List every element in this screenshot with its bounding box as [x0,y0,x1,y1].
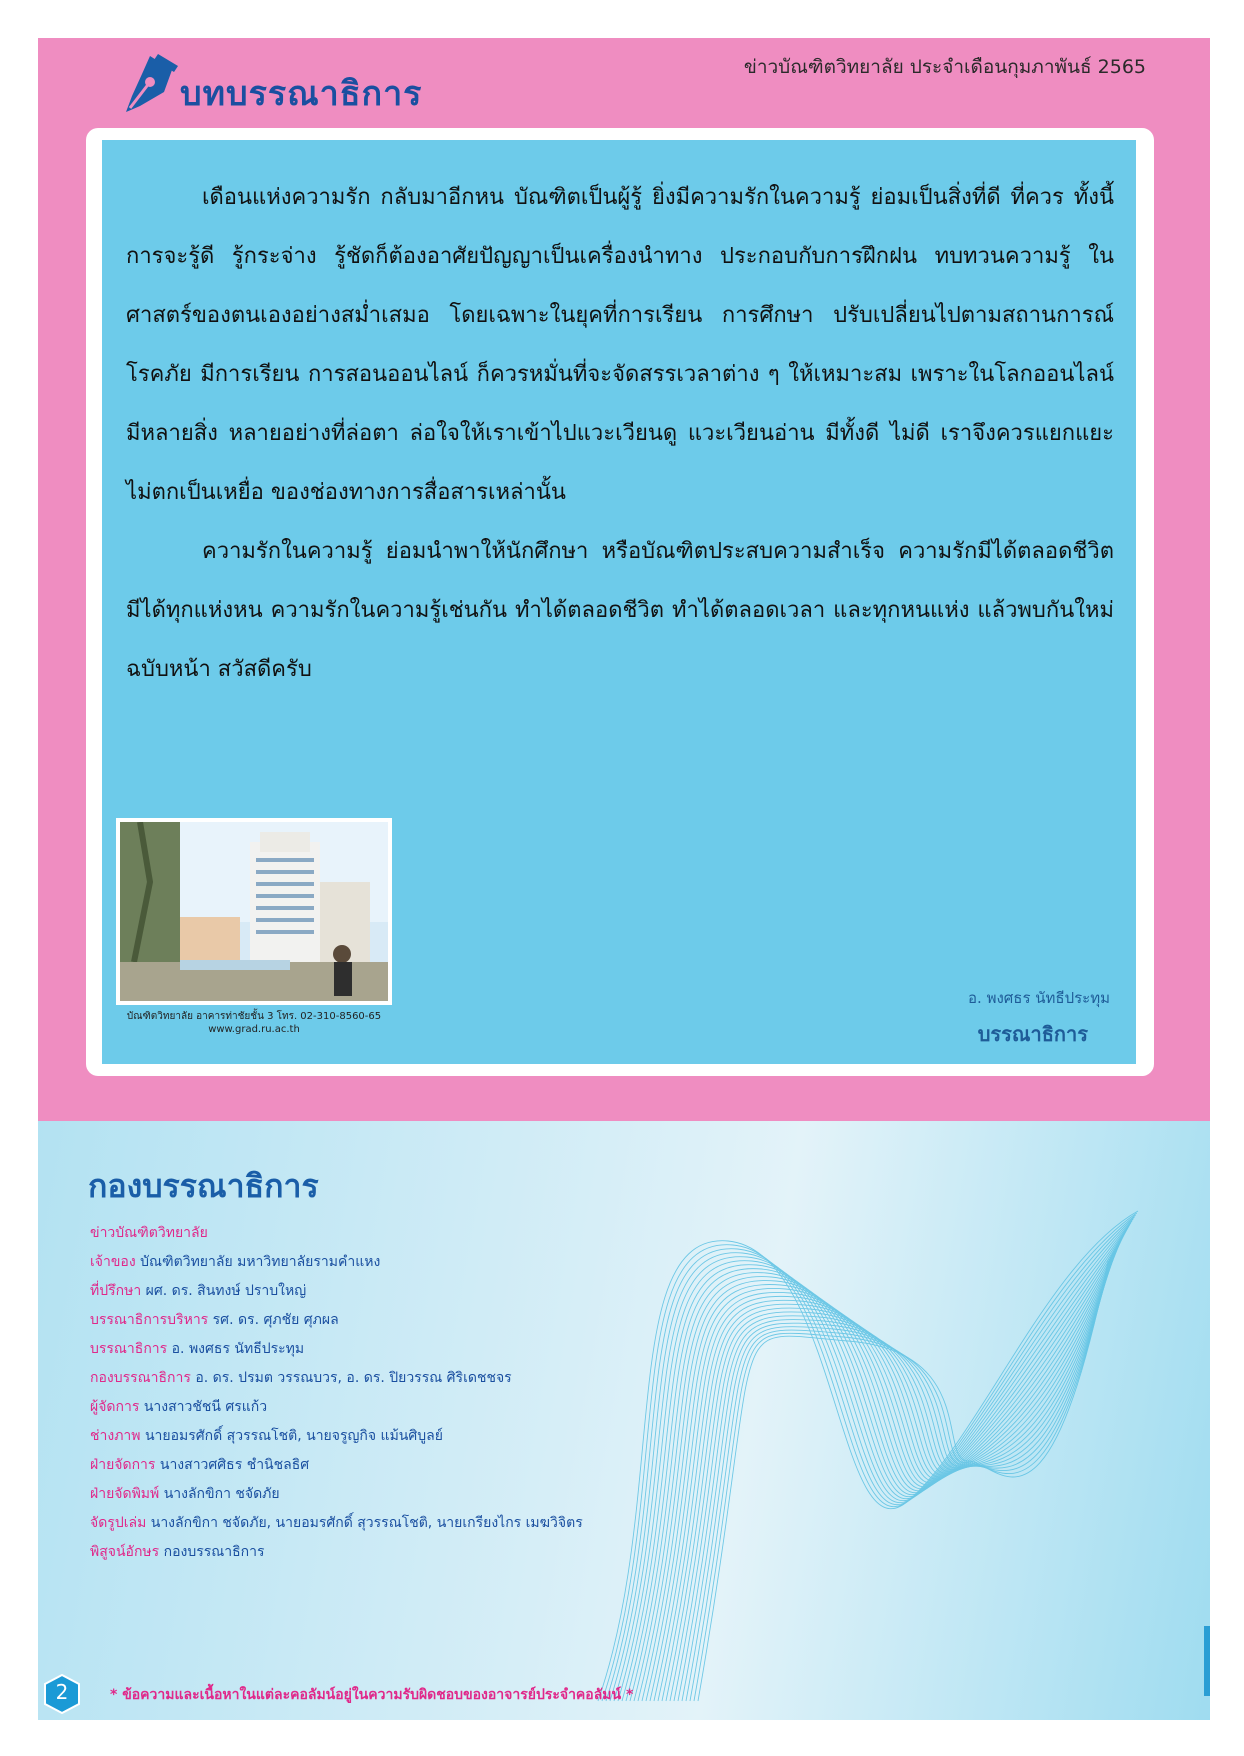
header-section [38,38,1210,1121]
credit-key: พิสูจน์อักษร [90,1544,160,1560]
section-title: บทบรรณาธิการ [180,74,423,114]
credits-list [90,1219,583,1567]
credit-row [90,1364,583,1393]
credit-key: บรรณาธิการบริหาร [90,1312,209,1328]
page-number-badge [42,1674,82,1714]
credit-value: กองบรรณาธิการ [163,1544,265,1560]
editorial-board-section [38,1121,1210,1720]
credit-key: จัดรูปเล่ม [90,1515,147,1531]
credit-value: นางสาวชัชนี ศรแก้ว [143,1399,268,1415]
photo-caption-url: www.grad.ru.ac.th [208,1024,300,1035]
page [38,38,1210,1720]
editorial-frame [86,128,1154,1076]
credit-value: นายอมรศักดิ์ สุวรรณโชติ, นายจรูญกิจ แม้นศิบูลย์ [144,1428,443,1444]
credit-key: ฝ่ายจัดการ [90,1457,156,1473]
page-number: 2 [55,1680,69,1704]
credit-value: นางสาวศศิธร ชำนิชลธิศ [159,1457,310,1473]
credit-key: เจ้าของ [90,1254,136,1270]
signature-role: บรรณาธิการ [977,1022,1088,1046]
credit-value: อ. พงศธร นัทธีประทุม [171,1341,305,1357]
credit-row [90,1335,583,1364]
credit-row [90,1509,583,1538]
credit-row [90,1219,583,1248]
credit-key: ช่างภาพ [90,1428,141,1444]
credit-row [90,1538,583,1567]
footnote: * ข้อความและเนื้อหาในแต่ละคอลัมน์อยู่ในความรับผิดชอบของอาจารย์ประจำคอลัมน์ * [110,1687,634,1703]
board-title: กองบรรณาธิการ [88,1167,319,1205]
credit-row [90,1422,583,1451]
credit-key: ผู้จัดการ [90,1399,140,1415]
wave-line-decoration [578,1201,1178,1720]
credit-key: ฝ่ายจัดพิมพ์ [90,1486,160,1502]
editorial-panel [102,140,1136,1064]
credit-row [90,1306,583,1335]
credit-key: ข่าวบัณฑิตวิทยาลัย [90,1225,208,1241]
credit-key: กองบรรณาธิการ [90,1370,191,1386]
credit-row [90,1451,583,1480]
credit-value: นางลักขิกา ชจัดภัย, นายอมรศักดิ์ สุวรรณโชติ, นายเกรียงไกร เมฆวิจิตร [150,1515,583,1531]
issue-label: ข่าวบัณฑิตวิทยาลัย ประจำเดือนกุมภาพันธ์ 2565 [743,56,1146,78]
editorial-paragraph: ความรักในความรู้ ย่อมนำพาให้นักศึกษา หรือบัณฑิตประสบความสำเร็จ ความรักมีได้ตลอดชีวิต มีได้ทุกแห่งหน ความรักในความรู้เช่นกัน ทำได้ตลอดชีวิต ทำได้ตลอดเวลา และทุกหนแห่ง แล้วพบกันใหม่ ฉบับหน้า สวัสดีครับ [126,539,1114,682]
credit-key: บรรณาธิการ [90,1341,168,1357]
credit-value: อ. ดร. ปรมต วรรณบวร, อ. ดร. ปิยวรรณ ศิริเดชชจร [195,1370,512,1386]
edge-tab [1204,1626,1210,1696]
editorial-paragraph: เดือนแห่งความรัก กลับมาอีกหน บัณฑิตเป็นผู้รู้ ยิ่งมีความรักในความรู้ ย่อมเป็นสิ่งที่ดี ที่ควร ทั้งนี้การจะรู้ดี รู้กระจ่าง รู้ชัดก็ต้องอาศัยปัญญาเป็นเครื่องนำทาง ประกอบกับการฝึกฝน ทบทวนความรู้ ในศาสตร์ของตนเองอย่างสม่ำเสมอ โดยเฉพาะในยุคที่การเรียน การศึกษา ปรับเปลี่ยนไปตามสถานการณ์โรคภัย มีการเรียน การสอนออนไลน์ ก็ควรหมั่นที่จะจัดสรรเวลาต่าง ๆ ให้เหมาะสม เพราะในโลกออนไลน์มีหลายสิ่ง หลายอย่างที่ล่อตา ล่อใจให้เราเข้าไปแวะเวียนดู แวะเวียนอ่าน มีทั้งดี ไม่ดี เราจึงควรแยกแยะ ไม่ตกเป็นเหยื่อ ของช่องทางการสื่อสารเหล่านั้น [126,185,1114,505]
credit-value: นางลักขิกา ชจัดภัย [163,1486,280,1502]
credit-row [90,1393,583,1422]
credit-value: ผศ. ดร. สินทงษ์ ปราบใหญ่ [145,1283,307,1299]
photo-caption-line: บัณฑิตวิทยาลัย อาคารท่าชัยชั้น 3 โทร. 02-310-8560-65 [126,1011,382,1022]
pen-nib-icon [120,52,180,114]
credit-row [90,1480,583,1509]
credit-value: รศ. ดร. ศุภชัย ศุภผล [212,1312,339,1328]
credit-row [90,1248,583,1277]
signature-name: อ. พงศธร นัทธีประทุม [968,989,1110,1007]
editorial-body [126,168,1114,699]
credit-key: ที่ปรึกษา [90,1283,142,1299]
photo-caption [116,1010,392,1036]
section-logo [120,52,423,116]
building-photo [116,818,392,1005]
credit-value: บัณฑิตวิทยาลัย มหาวิทยาลัยรามคำแหง [140,1254,381,1270]
signature-block [968,986,1110,1050]
credit-row [90,1277,583,1306]
